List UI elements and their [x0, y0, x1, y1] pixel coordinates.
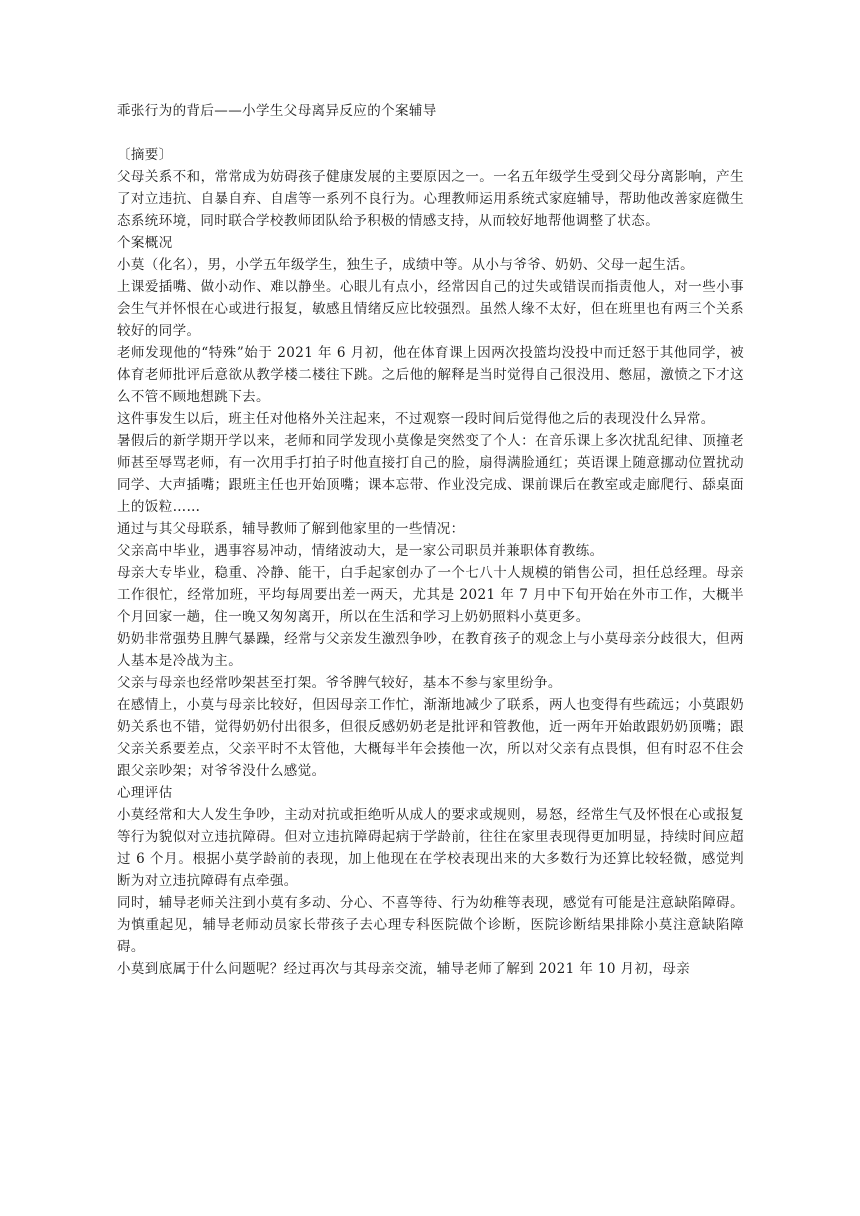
paragraph: 通过与其父母联系，辅导教师了解到他家里的一些情况： — [117, 521, 465, 537]
paragraph: 父母关系不和，常常成为妨碍孩子健康发展的主要原因之一。一名五年级学生受到父母分离影响，产生了对立违抗、自暴自弃、自虐等一系列不良行为。心理教师运用系统式家庭辅导，帮助他改善家庭微生态系统环境，同时联合学校教师团队给予积极的情感支持，从而较好地帮他调整了状态。 — [117, 169, 744, 229]
section-heading-case-overview: 个案概况 — [117, 235, 173, 251]
paragraph: 母亲大专毕业，稳重、冷静、能干，白手起家创办了一个七八十人规模的销售公司，担任总经理。母亲工作很忙，经常加班，平均每周要出差一两天，尤其是 2021 年 7 月中下旬开始在外市工作，大概半个月回家一趟，住一晚又匆匆离开，所以在生活和学习上奶奶照料小莫更多。 — [117, 565, 744, 625]
paragraph: 父亲与母亲也经常吵架甚至打架。爷爷脾气较好，基本不参与家里纷争。 — [117, 675, 562, 691]
document-title: 乖张行为的背后——小学生父母离异反应的个案辅导 — [117, 103, 437, 119]
paragraph: 这件事发生以后，班主任对他格外关注起来，不过观察一段时间后觉得他之后的表现没什么异常。 — [117, 411, 715, 427]
paragraph: 暑假后的新学期开学以来，老师和同学发现小莫像是突然变了个人：在音乐课上多次扰乱纪律、顶撞老师甚至辱骂老师，有一次用手打拍子时他直接打自己的脸，扇得满脸通红；英语课上随意挪动位置扰动同学、大声插嘴；跟班主任也开始顶嘴；课本忘带、作业没完成、课前课后在教室或走廊爬行、舔桌面上的饭粒…… — [117, 433, 744, 515]
section-heading-psych-assessment: 心理评估 — [117, 785, 173, 801]
paragraph: 小莫经常和大人发生争吵，主动对抗或拒绝听从成人的要求或规则，易怒，经常生气及怀恨在心或报复等行为貌似对立违抗障碍。但对立违抗障碍起病于学龄前，往往在家里表现得更加明显，持续时间应超过 6 个月。根据小莫学龄前的表现，加上他现在在学校表现出来的大多数行为还算比较轻微，感觉判断为对立违抗障碍有点牵强。 — [117, 807, 744, 889]
paragraph: 在感情上，小莫与母亲比较好，但因母亲工作忙，渐渐地减少了联系，两人也变得有些疏远；小莫跟奶奶关系也不错，觉得奶奶付出很多，但很反感奶奶老是批评和管教他，近一两年开始敢跟奶奶顶嘴；跟父亲关系要差点，父亲平时不太管他，大概每半年会揍他一次，所以对父亲有点畏惧，但有时忍不住会跟父亲吵架；对爷爷没什么感觉。 — [117, 697, 744, 779]
paragraph: 奶奶非常强势且脾气暴躁，经常与父亲发生激烈争吵，在教育孩子的观念上与小莫母亲分歧很大，但两人基本是冷战为主。 — [117, 631, 744, 669]
paragraph: 父亲高中毕业，遇事容易冲动，情绪波动大，是一家公司职员并兼职体育教练。 — [117, 543, 604, 559]
paragraph: 老师发现他的“特殊”始于 2021 年 6 月初，他在体育课上因两次投篮均没投中而迁怒于其他同学，被体育老师批评后意欲从教学楼二楼往下跳。之后他的解释是当时觉得自己很没用、憋屈，激愤之下才这么不管不顾地想跳下去。 — [117, 345, 744, 405]
paragraph: 小莫到底属于什么问题呢？经过再次与其母亲交流，辅导老师了解到 2021 年 10 月初，母亲 — [117, 961, 691, 977]
paragraph: 同时，辅导老师关注到小莫有多动、分心、不喜等待、行为幼稚等表现，感觉有可能是注意缺陷障碍。为慎重起见，辅导老师动员家长带孩子去心理专科医院做个诊断，医院诊断结果排除小莫注意缺陷障碍。 — [117, 895, 744, 955]
abstract-label: 〔摘要〕 — [117, 147, 173, 163]
paragraph: 上课爱插嘴、做小动作、难以静坐。心眼儿有点小，经常因自己的过失或错误而指责他人，对一些小事会生气并怀恨在心或进行报复，敏感且情绪反应比较强烈。虽然人缘不太好，但在班里也有两三个关系较好的同学。 — [117, 279, 744, 339]
paragraph: 小莫（化名），男，小学五年级学生，独生子，成绩中等。从小与爷爷、奶奶、父母一起生活。 — [117, 257, 695, 273]
document-body — [117, 100, 744, 980]
